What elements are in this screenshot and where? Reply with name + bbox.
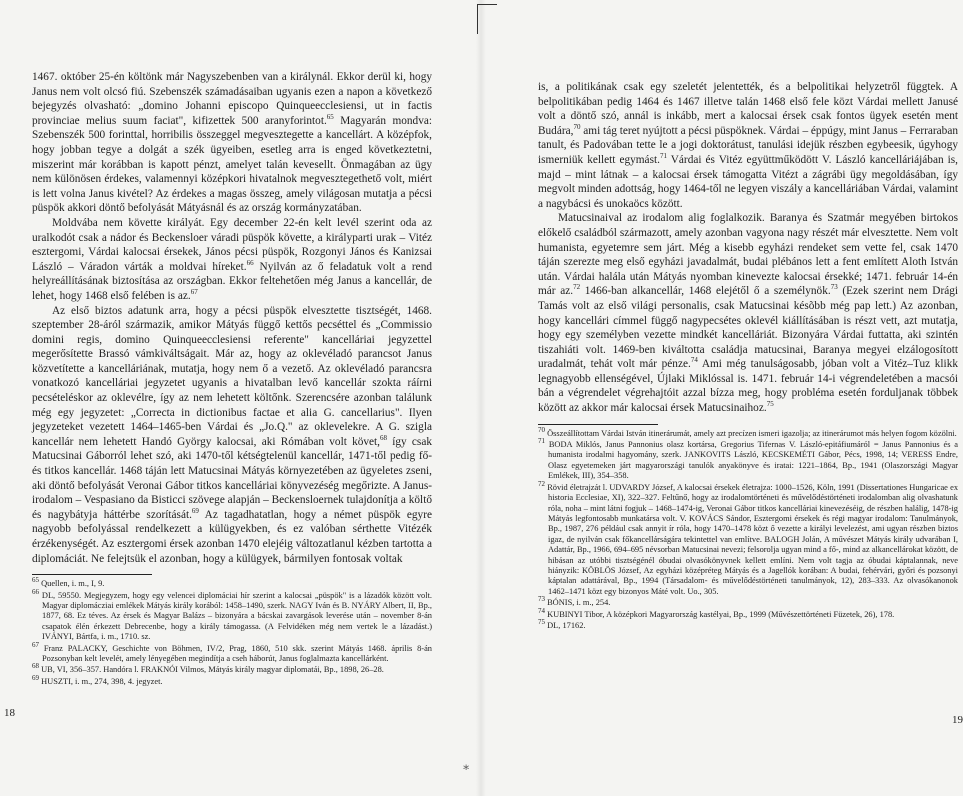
paragraph: is, a politikának csak egy szeletét jelentették, és a belpolitikai helyzetről függtek. A belpolitikában pedig 1464 és 1467 illetve talán 1468 első fele közt Várdai mellett Janusé volt a döntő szó, annál is inkább, mert a kalocsai érsek csak fontos ügyek esetén ment Budára,$^{70}$ ami tág teret nyújtott a pécsi püspöknek. Várdai – éppúgy, mint Janus – Ferraraban tanult, és Padovában tette le a jogi doktorátust, tanulási idejük részben egybeesik, úgyhogy ismerniük kellett egymást.$^{71}$ Várdai és Vitéz együttműködött V. László kancelláriájában is, majd – mint látnak – a kalocsai érsek támogatta Vitézt a zágrábi ügy megoldásában, így megvolt minden adottság, hogy 1464-től ne legyen viszály a kancelláriában Várdai, valamint a nagybácsi és unokaöcs között.: [538, 81, 958, 210]
left-page: [0, 0, 480, 796]
footnote: $^{71}$ BODA Miklós, Janus Pannonius olasz kortársa, Gregorius Tifernas V. László-epitáfiumáról = Janus Pannonius és a humanista irodalmi hagyomány, szerk. JANKOVITS László, KECSKEMÉTI Gábor, Pécs, 1998, 14; VERESS Endre, Olasz egyetemeken járt magyarországi tanulók anyakönyve és iratai: 1221–1864, Bp., 1941 (Olaszországi Magyar Emlékek, III), 354–358.: [538, 437, 959, 481]
left-column: [32, 70, 432, 688]
right-footnotes: [538, 425, 959, 632]
footnote: $^{72}$ Rövid életrajzát l. UDVARDY József, A kalocsai érsekek életrajza: 1000–1526, Köln, 1991 (Dissertationes Hungaricae ex historia Ecclesiae, XI), 322–327. Feltűnő, hogy az irodalomtörténeti és művelődéstörténeti irodalomban alig olvashatunk róla, noha – mint látni fogjuk – 1468–1474-ig, Veronai Gábor titkos kancelláriai kinevezéséig, de részben halálig, 1478-ig Mátyás legfontosabb munkatársa volt. V. KOVÁCS Sándor, Esztergomi érsekek és régi magyar irodalom: Tanulmányok, Bp., 1987, 276 például csak annyit ír róla, hogy 1470–1478 közt ő vezette a királyi levelezést, ami ugyan részben biztos igaz, de nyilván csak főkancellárságára tekintettel van említve. BALOGH Jolán, A művészet Mátyás király udvarában I, Adattár, Bp., 1966, 694–695 névsorban Matucsinai nevezi; felsorolja ugyan mind a fő-, mind az alkancellárokat között, de hibásan az utóbbi tisztségénél óbudai olvasókönyvnek kellett emlíni. Nem volt tagja az óbudai káptalannak, neve hiányzik: KÖBLÖS József, Az egyházi középréteg Mátyás és a Jagellók korában: A budai, fehérvári, győri és pozsonyi káptalan adattárával, Bp., 1994 (Társadalom- és művelődéstörténeti tanulmányok, 12), 283–333. Az olvasókanonok 1462–1471 közt egy bizonyos Máté volt. Uo., 305.: [538, 479, 959, 596]
right-body: [538, 80, 958, 416]
left-footnotes: [32, 576, 432, 687]
paragraph: Matucsinaival az irodalom alig foglalkozik. Baranya és Szatmár megyében birtokos előkelő családból származott, amely azonban vagyona nagy részét már elvesztette. Nem volt humanista, egyetemre sem járt. Még a kisebb egyházi rendeket sem vette fel, csak 1470 táján szerezte meg első egyházi javadalmát, budai plébános lett a fent említett Aloth István után. Várdai halála után Mátyás nyomban kinevezte kalocsai érsekké; 1471. február 14-én már az.$^{72}$ 1466-ban alkancellár, 1468 elejétől ő a személynök.$^{73}$ (Ezek szerint nem Drági Tamás volt az első világi personalis, csak Matucsinai késõbb még pap lett.) Az azonban, hogy kancellári címmel függő nagypecsétes oklevél kiállításában is részt vett, azt mutatja, hogy egy személyben vezette mindkét kancelláriát. Bizonyára Várdai futtatta, aki szintén tiszahiáti volt. 1469-ben kiváltotta családja matucsinai, Baranya megyei elzálogosított uradalmát, tehát volt már pénze.$^{74}$ Ami még tanulságosabb, jóban volt a Vitéz–Tuz klikk legnagyobb ellenségével, Újlaki Miklóssal is. 1471. február 14-i végrendeletében a macsói bán a végrendelet végrehajtóit azzal bízza meg, hogy probléma esetén forduljanak többek között az akkor már kalocsai érsek Matucsinaihoz.$^{75}$: [538, 212, 959, 415]
footnote: $^{73}$ BÓNIS, i. m., 254.: [538, 595, 611, 608]
footnote: $^{66}$ DL, 59550. Megjegyzem, hogy egy velencei diplomáciai hír szerint a kalocsai „püspök" is a lázadók között volt. Magyar diplomácziai emlékek Mátyás király korából: 1458–1490, szerk. NAGY Iván és B. NYÁRY Albert, II, Bp., 1877, 68. Ez téves. Az érsek és Magyar Balázs – bizonyára a bácskai zavargások leverése után – november 8-án csapatok élén érkezett Debrecenbe, hogy a király támogassa. (A Felvidéken még nem vertek le a lázadást.) IVÁNYI, Bártfa, i. m., 1710. sz.: [32, 587, 432, 642]
paragraph: Moldvába nem követte királyát. Egy december 22-én kelt levél szerint oda az uralkodót csak a nádor és Beckensloer váradi püspök követte, a királyparti urak – Vitéz esztergomi, Várdai kalocsai érsekek, János pécsi püspök, Rozgonyi János és Kanizsai László – Váradon várták a moldvai híreket.$^{66}$ Nyilván az ő feladatuk volt a rend helyreállításának biztosítása az országban. Ekkor feltehetően még Janus a kancellár, de lehet, hogy 1468 első felében is az.$^{67}$: [32, 216, 432, 302]
paragraph: 1467. október 25-én költönk már Nagyszebenben van a királynál. Ekkor derül ki, hogy Janus nem volt olcsó fiú. Szebenszék számadásaiban ugyanis ezen a napon a következő bejegyzés olvasható: „domino Johanni episcopo Quinqueecclesiensi, ut in factis provinciae melius suum faciat", kifizettek 500 aranyforintot.$^{65}$ Magyarán mondva: Szebenszék 500 forinttal, horribilis összeggel megvesztegette a kancellárt. A középfok, hogy jobban tegye a dolgát a szék ügyeiben, esetleg arra is enged következtetni, miszerint már korábban is kapott pénzt, amelyet talán kevesellt. Önmagában az ügy nem különösen érdekes, valamennyi középkori hivatalnok megvesztegethető volt, miért is lett volna Janus kivétel? Az érdekes a magas összeg, amely világosan mutatja a pécsi püspök akkori döntő befolyását Mátyásnál és az ország kormányzatában.: [32, 71, 432, 215]
footnote: $^{74}$ KUBINYI Tibor, A középkori Magyarország kastélyai, Bp., 1999 (Művészettörténeti Füzetek, 26), 178.: [538, 606, 895, 619]
footnote-rule: [538, 424, 658, 425]
footnote: $^{75}$ DL, 17162.: [538, 618, 586, 630]
right-column: [538, 80, 958, 632]
left-body: [32, 70, 432, 566]
footnote: $^{67}$ Franz PALACKY, Geschichte von Böhmen, IV/2, Prag, 1860, 510 skk. szerint Mátyás 1468. április 8-án Pozsonyban kelt levelét, amely lényegében megindítja a cseh háborút, Janus foglalmazta kancellárként.: [32, 640, 432, 664]
paragraph: Az első biztos adatunk arra, hogy a pécsi püspök elvesztette tisztségét, 1468. szeptember 28-áról származik, amikor Mátyás függő kettős pecséttel és „Commissio domini regis, domino Quinqueecclesiensi referente" kancelláriai jegyzettel megerősítette Brassó vámkiváltságait. Már az, hogy az oklevéladó parancsot Janus közvetítette a kancelláriának, mutatja, hogy nem ő a vezető. Az oklevéladó parancsra vonatkozó kancelláriai jegyzetet ugyanis a hivatalban levő kancellár szokta ráírni pecsételéskor az oklevélre, így az nem lehetett költőnk. Szerencsére azonban találunk még egy jegyzetet: „Correcta in dictionibus factae et alia G. cancellarius". Ilyen jegyzeteket vezetett 1464–1465-ben Várdai és „Jo.Q." az oklevelekre. A G. szigla kancellár nem lehetett Handó György kalocsai, aki Rómában volt követ,$^{68}$ így csak Matucsinai Gáborról lehet szó, aki 1470-től kétségtelenül kancellár, 1471-től pedig fő- és titkos kancellár. 1468 táján lett Matucsinai Mátyás környezetében az ügyeletes zseni, aki döntő befolyását Veronai Gábor titkos kancelláriai könyvezéség megőrizte. A Janus-irodalom – Vespasiano da Bisticci szövege alapján – Beckensloernek tulajdonítja a költő és nagybátyja háttérbe szorítását.$^{69}$ Az tagadhatatlan, hogy a német püspök egyre nagyobb befolyással rendelkezett a külügyekben, és ez valóban sérthette Vitézék érzékenységét. Az esztergomi érsek azonban 1470 elejéig változatlanul kézben tartotta a diplomáciát. Ne felejtsük el azonban, hogy a külügyek, bármilyen fontosak voltak: [32, 304, 432, 565]
footnote: $^{70}$ Összeállítottam Várdai István itinerárumát, amely azt precízen ismeri igazolja; az itinerárumot más helyen fogom közölni.: [538, 425, 957, 438]
footnote: $^{69}$ HUSZTI, i. m., 274, 398, 4. jegyzet.: [32, 674, 163, 686]
page-number: 18: [4, 707, 15, 719]
ink-mark: ∗: [462, 760, 471, 774]
page-number: 19: [952, 714, 963, 726]
footnote: $^{68}$ UB, VI, 356–357. Handóra l. FRAKNÓI Vilmos, Mátyás király magyar diplomatái, Bp., 1898, 26–28.: [32, 662, 384, 675]
crop-mark: [477, 4, 478, 34]
footnote: $^{65}$ Quellen, i. m., I, 9.: [32, 576, 105, 589]
footnote-rule: [32, 574, 152, 575]
